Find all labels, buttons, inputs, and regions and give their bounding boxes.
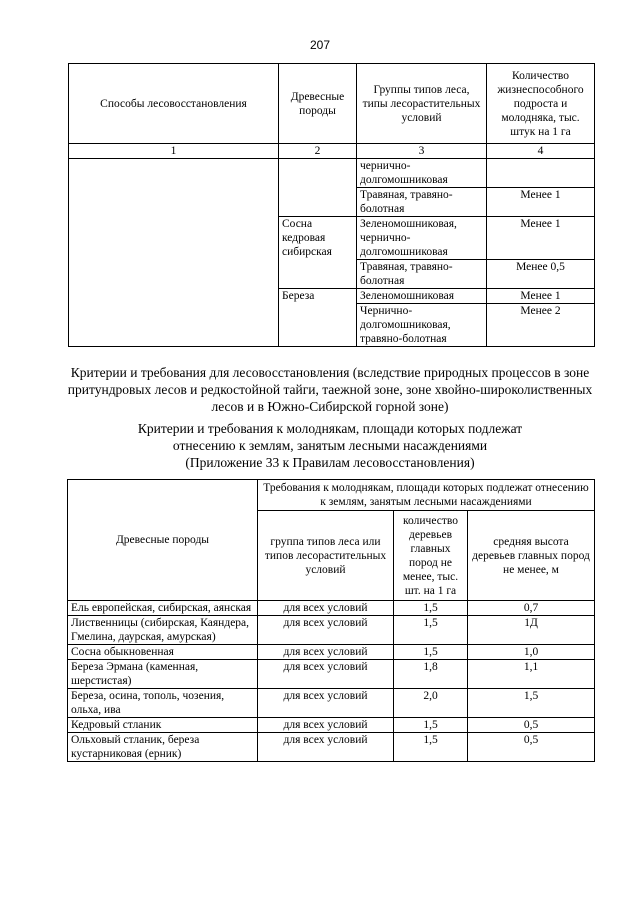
count-cell: 1,8 [394,660,468,689]
table-row [68,616,595,645]
caption-line: Критерии и требования к молоднякам, площади которых подлежат [137,421,523,436]
count-cell: 1,5 [394,601,468,616]
header-quantity: Количество жизнеспособного подроста и молодняка, тыс. штук на 1 га [487,64,595,144]
quantity-cell: Менее 1 [487,289,595,304]
count-cell: 2,0 [394,689,468,718]
height-cell: 1,0 [468,645,595,660]
height-cell: 1,1 [468,660,595,689]
forest-type-cell: Травяная, травяно-болотная [357,188,487,217]
count-cell: 1,5 [394,645,468,660]
caption-line: (Приложение 33 к Правилам лесовосстановления) [185,455,475,470]
forest-type-cell: чернично-долгомошниковая [357,159,487,188]
quantity-cell: Менее 1 [487,217,595,260]
count-cell: 1,5 [394,733,468,762]
table-row [68,718,595,733]
conditions-cell: для всех условий [258,616,394,645]
col-number: 1 [69,144,279,159]
species-cell: Береза [279,289,357,347]
header-count: количество деревьев главных пород не менее, тыс. шт. на 1 га [394,511,468,601]
conditions-cell: для всех условий [258,601,394,616]
species-cell: Ольховый стланик, береза кустарниковая (ерник) [68,733,258,762]
forest-type-cell: Травяная, травяно-болотная [357,260,487,289]
species-cell: Лиственницы (сибирская, Каяндера, Гмелина, даурская, амурская) [68,616,258,645]
species-cell: Береза, осина, тополь, чозения, ольха, ива [68,689,258,718]
forest-type-cell: Зеленомошниковая [357,289,487,304]
table-row [68,733,595,762]
header-conditions: группа типов леса или типов лесорастительных условий [258,511,394,601]
conditions-cell: для всех условий [258,718,394,733]
methods-cell [69,159,279,347]
table-row [68,689,595,718]
col-number: 2 [279,144,357,159]
header-requirements: Требования к молоднякам, площади которых подлежат отнесению к землям, занятым лесными насаждениями [258,480,595,511]
young-growth-table [67,479,595,762]
header-methods: Способы лесовосстановления [69,64,279,144]
species-cell: Кедровый стланик [68,718,258,733]
count-cell: 1,5 [394,718,468,733]
height-cell: 0,5 [468,718,595,733]
conditions-cell: для всех условий [258,689,394,718]
table-row [68,645,595,660]
table-caption [60,420,600,471]
quantity-cell: Менее 0,5 [487,260,595,289]
table-row [68,660,595,689]
count-cell: 1,5 [394,616,468,645]
header-species: Древесные породы [279,64,357,144]
quantity-cell [487,159,595,188]
height-cell: 1Д [468,616,595,645]
height-cell: 0,5 [468,733,595,762]
conditions-cell: для всех условий [258,645,394,660]
section-heading: Критерии и требования для лесовосстановления (вследствие природных процессов в зоне притундровых лесов и редкостойной тайги, таежной зоне, зоне хвойно-широколиственных лесов и в Южно-Сибирской горной зоне) [67,365,593,414]
quantity-cell: Менее 1 [487,188,595,217]
forest-type-cell: Чернично-долгомошниковая, травяно-болотная [357,304,487,347]
caption-line: отнесению к землям, занятым лесными насаждениями [172,438,488,453]
height-cell: 1,5 [468,689,595,718]
species-cell: Сосна обыкновенная [68,645,258,660]
forest-type-cell: Зеленомошниковая, чернично-долгомошниковая [357,217,487,260]
species-cell [279,159,357,217]
col-number: 4 [487,144,595,159]
reforestation-table [68,63,595,347]
page-number: 207 [309,38,331,52]
header-species: Древесные породы [68,480,258,601]
species-cell: Ель европейская, сибирская, аянская [68,601,258,616]
species-cell: Береза Эрмана (каменная, шерстистая) [68,660,258,689]
col-number: 3 [357,144,487,159]
conditions-cell: для всех условий [258,733,394,762]
header-forest-types: Группы типов леса, типы лесорастительных условий [357,64,487,144]
table-row [68,601,595,616]
species-cell: Сосна кедровая сибирская [279,217,357,289]
height-cell: 0,7 [468,601,595,616]
quantity-cell: Менее 2 [487,304,595,347]
conditions-cell: для всех условий [258,660,394,689]
header-height: средняя высота деревьев главных пород не менее, м [468,511,595,601]
